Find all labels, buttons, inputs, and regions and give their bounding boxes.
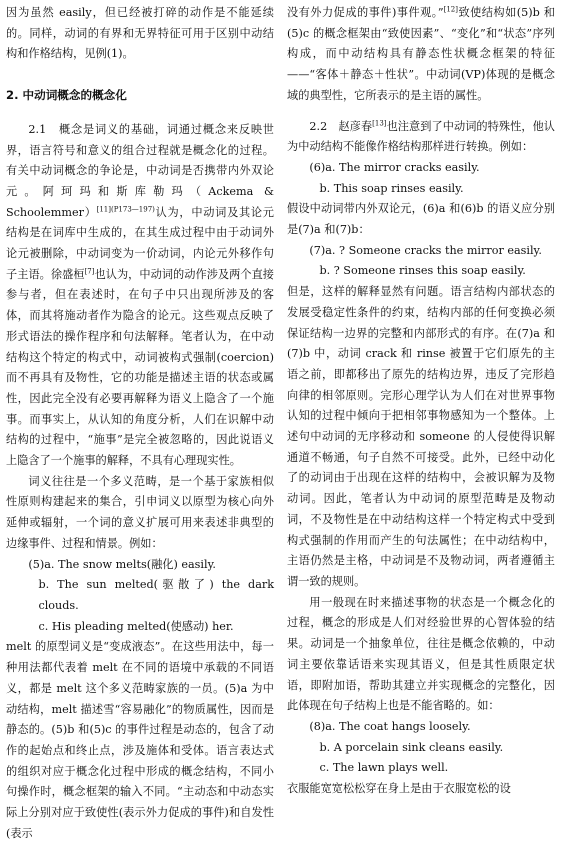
section-2-1-paragraph [6, 120, 274, 472]
example-7a: (7)a. ? Someone cracks the mirror easily. [309, 243, 542, 257]
citation-11: [11](P173—197) [96, 204, 155, 213]
example-8b: b. A porcelain sink cleans easily. [319, 740, 504, 754]
citation-12: [12] [443, 5, 458, 14]
example-8c: c. The lawn plays well. [319, 761, 449, 775]
analysis-paragraph: 但是，这样的解释显然有问题。语言结构内部状态的发展受稳定性条件的约束，结构内部的任何变换必须保证结构一边界的完整和内部形式的有序。在(7)a 和(7)b 中，动词 crack 和 rinse 被置于它们原先的主语之前，即都移出了原先的结构边界，违反了完形趋向律的相邻原则。完形心理学认为人们在对世界事物认知的过程中倾向于把相邻事物感知为一个整体。上述句中动词的无序移动和 someone 的人侵使得识解通道不畅通，句子自然不可接受。此外，已经中动化了的动词由于出现在这样的结构中，会被识解为及物动词。因此，笔者认为中动词的原型范畴是及物动词，不及物性是在中动结构这样一个特定构式中受到构式强制的作用而产生的句法属性；在中动结构中，主语仍然是主格，中动词是不及物动词，两者遵循主谓一致的规则。 [287, 285, 555, 588]
example-5a: (5)a. The snow melts(融化) easily. [28, 557, 216, 571]
polysemy-paragraph: 词义往往是一个多义范畴，是一个基于家族相似性原则构建起来的集合，引申词义以原型为核心向外延伸或辐射，一个词的意义扩展可用来表述非典型的边缘事件、过程和情景。例如： [6, 474, 274, 550]
citation-13: [13] [372, 118, 387, 127]
intro-paragraph: 因为虽然 easily，但已经被打碎的动作是不能延续的。同样，动词的有界和无界特征可用于区别中动结构和作格结构，见例(1)。 [6, 6, 274, 61]
citation-7: [7] [84, 267, 95, 275]
example-6b: b. This soap rinses easily. [319, 181, 464, 195]
example-6a: (6)a. The mirror cracks easily. [309, 160, 480, 174]
section-2-2-paragraph [287, 117, 555, 158]
example-8a: (8)a. The coat hangs loosely. [309, 719, 471, 733]
final-paragraph: 衣服能宽宽松松穿在身上是由于衣服宽松的设 [287, 782, 511, 796]
section-2-1-text-b: 认为，中动词及其论元结构是在词库中生成的，在其生成过程中由于动词外论元被删除，中动词变为一价动词，内论元外移作句子主语。徐盛桓 [6, 205, 274, 281]
section-2-1-text-a: 2.1 概念是词义的基础，词通过概念来反映世界，语言符号和意义的组合过程就是概念化的过程。有关中动词概念的争论是，中动词是否携带内外双论元。阿珂玛和斯库勒玛（Ackema & Schoolemmer） [6, 122, 274, 219]
section-2-2-text-a: 2.2 赵彦春 [309, 119, 373, 133]
example-5c: c. His pleading melted(使感动) her. [38, 619, 234, 633]
section-2-2-text-b: 也注意到了中动词的特殊性，他认为中动结构不能像作格结构那样进行转换。例如： [287, 119, 555, 154]
section-2-1-text-c: 也认为，中动词的动作涉及两个直接参与者，但在表述时，在句子中只出现所涉及的客体，而其将施动者作为隐含的论元。这些观点反映了形式语法的操作程序和句法解释。笔者认为，在中动结构这个特定的构式中，动词被构式强制(coercion)而不再具有及物性，它的功能是描述主语的状态或属性，因此完全没有必要再解释为语义上隐含了一个施事。而事实上，从认知的角度分析，人们在识解中动结构的过程中，“施事”是完全被忽略的，因此说语义上隐含了一个施事的解释，不具有心理现实性。 [6, 267, 274, 468]
suppose-paragraph: 假设中动词带内外双论元，(6)a 和(6)b 的语义应分别是(7)a 和(7)b： [287, 202, 555, 237]
melt-paragraph: melt 的原型词义是“变成液态”。在这些用法中，每一种用法都代表着 melt 在不同的语境中承载的不同语义，都是 melt 这个多义范畴家族的一员。(5)a 为中动结构，melt 描述雪“容易融化”的物质属性，因而是静态的。(5)b 和(5)c 的事件过程是动态的，包含了动作的起始点和终止点，涉及施体和受体。语言表达式的组织对应于概念化过程中形成的概念结构，不同小句操作时，概念框架的输入不同。“主动态和中动态实际上分别对应于致使性(表示外力促成的事件)和自发性(表示 [6, 640, 274, 840]
example-5b: b. The sun melted(驱散了) the dark clouds. [38, 578, 274, 612]
continuation-text-b: 致使结构如(5)b 和(5)c 的概念框架由“致使因素”、“变化”和“状态”序列构成，而中动结构具有静态性状概念框架的特征——“客体＋静态＋性状”。中动词(VP)体现的是概念域的典型性，它所表示的是主语的属性。 [287, 6, 555, 102]
continuation-paragraph [287, 3, 555, 107]
example-7b: b. ? Someone rinses this soap easily. [319, 264, 526, 278]
right-column [287, 3, 555, 800]
continuation-text-a: 没有外力促成的事件)事件观。” [287, 6, 444, 19]
section-heading: 2. 中动词概念的概念化 [6, 88, 127, 103]
present-tense-paragraph: 用一般现在时来描述事物的状态是一个概念化的过程，概念的形成是人们对经验世界的心智体验的结果。动词是一个抽象单位，往往是概念依赖的，中动词主要依靠话语来实现其语义，但是其性质限定状语，即附加语，帮助其建立并实现概念的完整化，因此体现在句子结构上也是不能省略的。如： [287, 595, 555, 713]
left-column [6, 3, 274, 844]
